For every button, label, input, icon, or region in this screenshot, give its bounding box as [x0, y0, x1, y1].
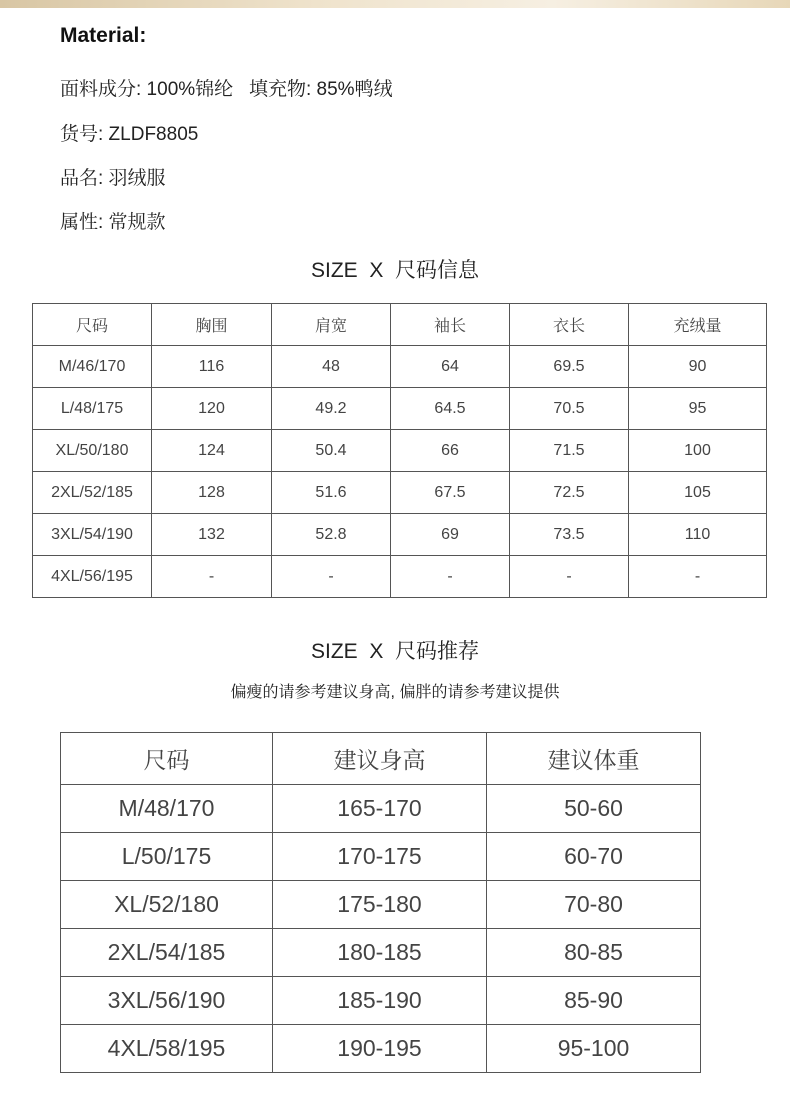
header-shoulder: 肩宽 [272, 304, 391, 346]
table-cell: XL/50/180 [33, 430, 152, 472]
table-row [61, 977, 701, 1025]
table-cell: 165-170 [273, 785, 487, 833]
table-row [61, 785, 701, 833]
table-cell: 132 [152, 514, 272, 556]
item-number: 货号: ZLDF8805 [60, 124, 199, 145]
table-cell: 105 [629, 472, 767, 514]
decorative-top-strip [0, 0, 790, 8]
table-cell: 190-195 [273, 1025, 487, 1073]
table-cell: 3XL/56/190 [61, 977, 273, 1025]
table-cell: 64 [391, 346, 510, 388]
table-cell: 120 [152, 388, 272, 430]
table-cell: 67.5 [391, 472, 510, 514]
table-cell: 3XL/54/190 [33, 514, 152, 556]
product-name: 品名: 羽绒服 [60, 168, 166, 189]
table-cell: - [152, 556, 272, 598]
table-row [33, 430, 767, 472]
table-cell: - [391, 556, 510, 598]
table-cell: 71.5 [510, 430, 629, 472]
header-size: 尺码 [33, 304, 152, 346]
table-cell: 85-90 [487, 977, 701, 1025]
table-cell: 80-85 [487, 929, 701, 977]
table-cell: - [629, 556, 767, 598]
table-row [33, 514, 767, 556]
table-row [33, 346, 767, 388]
table-cell: 2XL/54/185 [61, 929, 273, 977]
table-row [61, 881, 701, 929]
size-info-title: SIZE X 尺码信息 [310, 259, 480, 282]
table-cell: 60-70 [487, 833, 701, 881]
table-cell: 180-185 [273, 929, 487, 977]
header-size: 尺码 [61, 733, 273, 785]
table-row [33, 388, 767, 430]
table-cell: 170-175 [273, 833, 487, 881]
size-info-table [32, 303, 767, 598]
fabric-composition: 面料成分: 100%锦纶 填充物: 85%鸭绒 [60, 79, 393, 100]
table-cell: 51.6 [272, 472, 391, 514]
size-recommend-subtitle: 偏瘦的请参考建议身高, 偏胖的请参考建议提供 [230, 684, 560, 701]
header-fill: 充绒量 [629, 304, 767, 346]
table-cell: 116 [152, 346, 272, 388]
table-row [61, 929, 701, 977]
table-row [33, 556, 767, 598]
table-cell: 124 [152, 430, 272, 472]
table-cell: 2XL/52/185 [33, 472, 152, 514]
table-cell: - [272, 556, 391, 598]
table-cell: 50-60 [487, 785, 701, 833]
table-cell: 49.2 [272, 388, 391, 430]
table-cell: 66 [391, 430, 510, 472]
table-cell: 4XL/58/195 [61, 1025, 273, 1073]
header-sleeve: 袖长 [391, 304, 510, 346]
header-weight: 建议体重 [487, 733, 701, 785]
table-cell: 100 [629, 430, 767, 472]
table-cell: 52.8 [272, 514, 391, 556]
table-cell: 4XL/56/195 [33, 556, 152, 598]
table-header-row [61, 733, 701, 785]
header-chest: 胸围 [152, 304, 272, 346]
table-cell: M/48/170 [61, 785, 273, 833]
table-row [61, 1025, 701, 1073]
table-cell: L/48/175 [33, 388, 152, 430]
header-length: 衣长 [510, 304, 629, 346]
table-cell: 95-100 [487, 1025, 701, 1073]
table-row [61, 833, 701, 881]
table-cell: 72.5 [510, 472, 629, 514]
table-cell: 70.5 [510, 388, 629, 430]
material-heading: Material: [60, 24, 147, 47]
table-cell: 90 [629, 346, 767, 388]
size-recommend-table [60, 732, 701, 1073]
table-cell: 128 [152, 472, 272, 514]
table-header-row [33, 304, 767, 346]
table-cell: 69.5 [510, 346, 629, 388]
table-cell: 70-80 [487, 881, 701, 929]
table-cell: 48 [272, 346, 391, 388]
table-cell: 64.5 [391, 388, 510, 430]
table-cell: - [510, 556, 629, 598]
table-cell: M/46/170 [33, 346, 152, 388]
table-cell: 175-180 [273, 881, 487, 929]
table-cell: 73.5 [510, 514, 629, 556]
table-cell: L/50/175 [61, 833, 273, 881]
table-cell: 50.4 [272, 430, 391, 472]
table-cell: 69 [391, 514, 510, 556]
product-attribute: 属性: 常规款 [60, 212, 166, 233]
table-row [33, 472, 767, 514]
table-cell: XL/52/180 [61, 881, 273, 929]
table-cell: 185-190 [273, 977, 487, 1025]
size-recommend-title: SIZE X 尺码推荐 [310, 640, 480, 663]
table-cell: 110 [629, 514, 767, 556]
table-cell: 95 [629, 388, 767, 430]
header-height: 建议身高 [273, 733, 487, 785]
